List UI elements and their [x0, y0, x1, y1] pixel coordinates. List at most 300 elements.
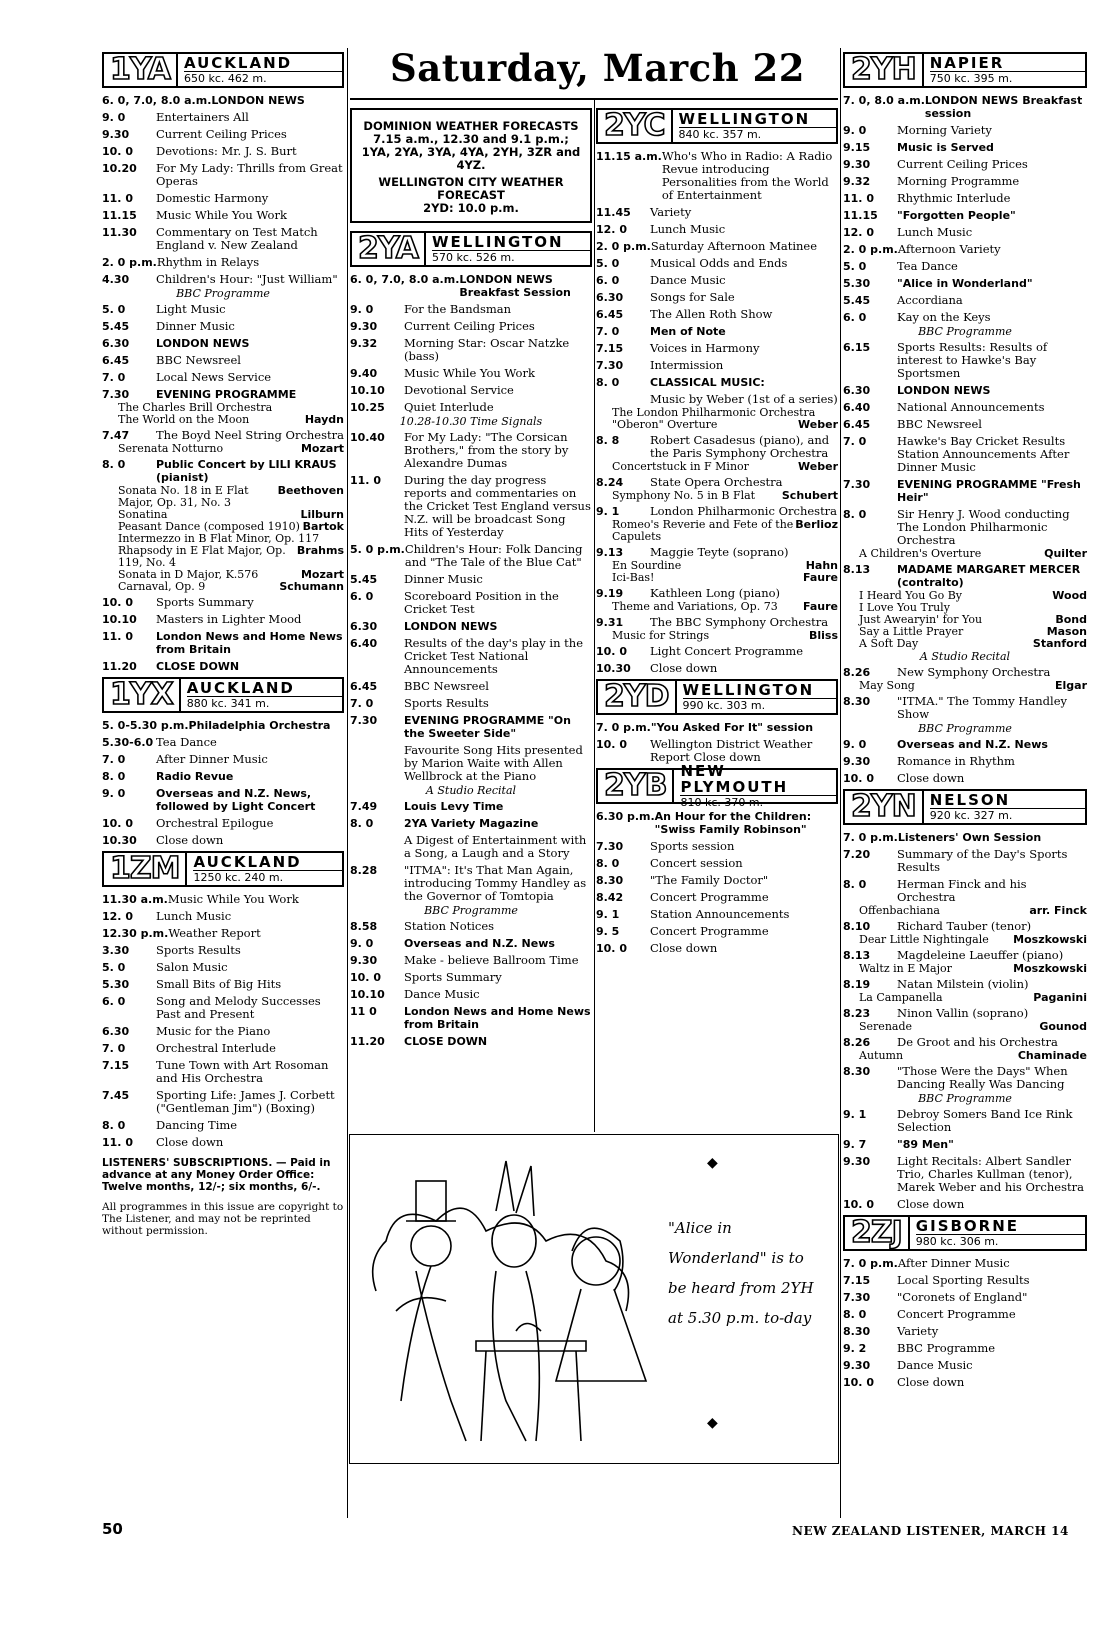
programme-note: BBC Programme	[176, 287, 270, 300]
programme-item	[102, 770, 344, 783]
programme-work	[596, 572, 838, 584]
composer: Bartok	[302, 520, 344, 533]
programme-time: 7.30	[843, 1291, 871, 1304]
programme-title: Richard Tauber (tenor)	[897, 919, 1032, 933]
programme-item	[102, 1136, 344, 1149]
programme-item	[843, 920, 1087, 933]
illustration-caption: "Alice in Wonderland" is to be heard from 2YH at 5.30 p.m. to-day	[668, 1219, 814, 1327]
work-title: The World on the Moon	[118, 413, 250, 426]
programme-item	[102, 303, 344, 316]
programme-title: LONDON NEWS	[211, 94, 305, 107]
programme-time: 6. 0	[102, 995, 126, 1008]
programme-time: 11. 0	[102, 192, 133, 205]
programme-title: Sports Results	[404, 696, 489, 710]
composer: Beethoven	[277, 484, 344, 497]
station-header	[102, 677, 344, 713]
programme-time: 6.30	[350, 620, 378, 633]
programme-item	[843, 277, 1087, 290]
programme-time: 7.30	[843, 478, 871, 491]
programme-item	[843, 226, 1087, 239]
programme-title: Morning Programme	[897, 174, 1020, 188]
programme-title: Sporting Life: James J. Corbett ("Gentleman Jim") (Boxing)	[156, 1088, 335, 1115]
programme-time: 10. 0	[102, 145, 133, 158]
station-2yc	[596, 108, 838, 675]
programme-item	[843, 294, 1087, 307]
programme-item	[596, 857, 838, 870]
programme-title: "89 Men"	[897, 1138, 954, 1151]
programme-item	[102, 209, 344, 222]
programme-item	[843, 1376, 1087, 1389]
programme-time: 8. 0	[102, 458, 126, 471]
programme-work	[596, 519, 838, 543]
composer: Weber	[798, 418, 838, 431]
programme-item	[102, 1059, 344, 1085]
programme-title: "Forgotten People"	[897, 209, 1016, 222]
programme-title: Who's Who in Radio: A Radio Revue introducing Personalities from the World of Entertainment	[661, 149, 833, 202]
programme-work	[596, 419, 838, 431]
composer: arr. Finck	[1029, 904, 1087, 917]
programme-item	[843, 949, 1087, 962]
programme-time: 6.30	[596, 291, 624, 304]
station-header	[102, 851, 344, 887]
programme-time: 7. 0 p.m.	[843, 831, 898, 844]
work-title: Offenbachiana	[859, 904, 940, 917]
programme-item	[102, 910, 344, 923]
programme-time: 7.20	[843, 848, 871, 861]
programme-title: Variety	[897, 1324, 939, 1338]
programme-item	[843, 418, 1087, 431]
work-title: A Children's Overture	[859, 547, 982, 560]
programme-time: 8. 0	[843, 878, 867, 891]
programme-time: 12. 0	[102, 910, 133, 923]
programme-title: Close down	[156, 1135, 224, 1149]
programme-time: 6. 0, 7.0, 8.0 a.m.	[102, 94, 212, 107]
programme-time: 6.40	[350, 637, 378, 650]
programme-time: 10. 0	[596, 942, 627, 955]
programme-title: Sports Summary	[404, 970, 502, 984]
programme-title: BBC Programme	[897, 1341, 996, 1355]
programme-time: 11. 0	[843, 192, 874, 205]
station-city: WELLINGTON	[678, 110, 811, 128]
programme-title: Music is Served	[897, 141, 994, 154]
programme-title: Concert Programme	[897, 1307, 1016, 1321]
programme-item	[350, 431, 592, 470]
programme-time: 12.30 p.m.	[102, 927, 169, 940]
programme-item	[102, 320, 344, 333]
programme-title: A Digest of Entertainment with a Song, a Laugh and a Story	[404, 833, 587, 860]
column-1	[102, 48, 344, 1237]
programme-time: 11 0	[350, 1005, 377, 1018]
programme-title: The Boyd Neel String Orchestra	[156, 428, 344, 442]
station-info	[672, 762, 836, 809]
programme-time: 6.45	[596, 308, 624, 321]
programme-item	[350, 543, 592, 569]
programme-title: "ITMA." The Tommy Handley Show	[897, 694, 1068, 721]
programme-item	[596, 393, 838, 406]
call-sign: 2YA	[358, 231, 418, 266]
composer: Bond	[1055, 613, 1087, 626]
work-title: I Love You Truly	[859, 601, 950, 614]
programme-work	[596, 630, 838, 642]
programme-item	[102, 995, 344, 1021]
programme-title: Current Ceiling Prices	[897, 157, 1028, 171]
programme-title: Voices in Harmony	[650, 341, 760, 355]
programme-title: Variety	[650, 205, 692, 219]
work-title: Romeo's Reverie and Fete of the Capulets	[612, 518, 794, 543]
programme-title: Musical Odds and Ends	[650, 256, 788, 270]
work-title: The Charles Brill Orchestra	[118, 401, 273, 414]
programme-time: 9.30	[843, 1359, 871, 1372]
programme-title: Close down	[650, 941, 718, 955]
work-title: Concertstuck in F Minor	[612, 460, 749, 473]
programme-time: 10. 0	[102, 596, 133, 609]
station-info	[176, 54, 342, 86]
programme-time: 7.15	[596, 342, 624, 355]
composer: Faure	[802, 600, 838, 613]
programme-item	[843, 1274, 1087, 1287]
work-title: Ici-Bas!	[612, 571, 655, 584]
programme-time: 11.15	[102, 209, 137, 222]
programme-title: Scoreboard Position in the Cricket Test	[404, 589, 559, 616]
programme-time: 11. 0	[102, 630, 133, 643]
programme-title: Wellington District Weather Report Close down	[650, 737, 813, 764]
programme-note: BBC Programme	[424, 904, 518, 917]
programme-time: 10.30	[102, 834, 137, 847]
programme-title: During the day progress reports and commentaries on the Cricket Test England versus N.Z. will be broadcast Song Hits of Yesterday	[404, 473, 591, 539]
station-frequency: 650 kc. 462 m.	[184, 71, 342, 85]
composer: Stanford	[1032, 637, 1087, 650]
programme-time: 11.20	[102, 660, 137, 673]
programme-title: Hawke's Bay Cricket Results Station Announcements After Dinner Music	[897, 434, 1070, 474]
programme-title: Quiet Interlude	[404, 400, 494, 414]
programme-title: Song and Melody Successes Past and Present	[156, 994, 321, 1021]
alice-illustration	[349, 1134, 839, 1464]
programme-title: Lunch Music	[897, 225, 973, 239]
programme-time	[350, 834, 404, 860]
programme-time: 9.30	[843, 1155, 871, 1168]
programme-item	[102, 273, 344, 286]
programme-title: Make - believe Ballroom Time	[404, 953, 579, 967]
programme-title: Philadelphia Orchestra	[188, 719, 331, 732]
programme-item	[102, 660, 344, 673]
station-frequency: 880 kc. 341 m.	[187, 696, 342, 710]
programme-title: Station Announcements	[650, 907, 790, 921]
programme-time: 9.15	[843, 141, 871, 154]
station-city: NEW PLYMOUTH	[680, 762, 789, 796]
programme-item	[102, 371, 344, 384]
programme-item	[596, 662, 838, 675]
programme-title: EVENING PROGRAMME	[156, 388, 297, 401]
programme-item	[350, 714, 592, 740]
programme-item	[843, 831, 1087, 844]
composer: Hahn	[805, 559, 838, 572]
station-frequency: 920 kc. 327 m.	[930, 808, 1085, 822]
composer: Mason	[1046, 625, 1087, 638]
programme-time: 6.45	[102, 354, 130, 367]
programme-item	[596, 325, 838, 338]
programme-item	[350, 367, 592, 380]
forecast-heading: DOMINION WEATHER FORECASTS	[363, 119, 579, 133]
programme-item	[596, 721, 838, 734]
copyright-note: All programmes in this issue are copyright to The Listener, and may not be reprinted without permission.	[102, 1201, 344, 1237]
programme-time: 6.45	[350, 680, 378, 693]
programme-item	[843, 192, 1087, 205]
programme-item	[102, 736, 344, 749]
programme-time: 8. 0	[102, 770, 126, 783]
programme-item	[596, 942, 838, 955]
programme-time: 6. 0, 7.0, 8.0 a.m.	[350, 273, 460, 286]
station-city: AUCKLAND	[183, 54, 293, 72]
station-header	[596, 679, 838, 715]
programme-time: 9. 2	[843, 1342, 867, 1355]
programme-work	[102, 485, 344, 509]
programme-time: 10. 0	[596, 738, 627, 751]
programme-title: EVENING PROGRAMME "On the Sweeter Side"	[404, 714, 571, 740]
programme-title: Intermission	[650, 358, 724, 372]
programme-time: 5. 0	[596, 257, 620, 270]
programme-work	[596, 490, 838, 502]
work-title: "Oberon" Overture	[612, 418, 718, 431]
work-title: En Sourdine	[612, 559, 682, 572]
station-2yh	[843, 52, 1087, 785]
programme-time: 3.30	[102, 944, 130, 957]
call-sign: 2YB	[604, 768, 667, 803]
programme-time: 6.15	[843, 341, 871, 354]
programme-time: 9. 0	[843, 738, 867, 751]
programme-item	[596, 645, 838, 658]
programme-title: Kay on the Keys	[897, 310, 991, 324]
programme-title: Robert Casadesus (piano), and the Paris Symphony Orchestra	[650, 433, 830, 460]
programme-time: 6.45	[843, 418, 871, 431]
work-title: The London Philharmonic Orchestra	[612, 406, 816, 419]
programme-title: Overseas and N.Z. News, followed by Light Concert	[156, 787, 316, 813]
programme-title: LONDON NEWS	[156, 337, 250, 350]
programme-title: Morning Star: Oscar Natzke (bass)	[404, 336, 570, 363]
programme-time: 9. 1	[843, 1108, 867, 1121]
programme-title: New Symphony Orchestra	[897, 665, 1051, 679]
work-title: La Campanella	[859, 991, 943, 1004]
programme-title: For My Lady: Thrills from Great Operas	[156, 161, 343, 188]
programme-time: 7. 0	[102, 753, 126, 766]
station-frequency: 750 kc. 395 m.	[930, 71, 1085, 85]
work-title: Dear Little Nightingale	[859, 933, 989, 946]
composer: Schubert	[781, 489, 838, 502]
programme-item	[102, 94, 344, 107]
programme-time: 4.30	[102, 273, 130, 286]
programme-title: Summary of the Day's Sports Results	[897, 847, 1068, 874]
programme-title: London Philharmonic Orchestra	[650, 504, 838, 518]
programme-title: "ITMA": It's That Man Again, introducing Tommy Handley as the Governor of Tomtopia	[404, 863, 587, 903]
programme-item	[350, 864, 592, 903]
programme-work	[102, 414, 344, 426]
station-info	[179, 679, 342, 711]
programme-title: "Coronets of England"	[897, 1290, 1028, 1304]
programme-item	[843, 978, 1087, 991]
programme-time: 10.10	[350, 988, 385, 1001]
programme-title: Domestic Harmony	[156, 191, 269, 205]
programme-time: 7.30	[596, 359, 624, 372]
station-frequency: 980 kc. 306 m.	[916, 1234, 1085, 1248]
programme-time: 7. 0 p.m.	[596, 721, 651, 734]
programme-note: A Studio Recital	[425, 784, 517, 797]
programme-title: Sports Results	[156, 943, 241, 957]
programme-time: 7. 0	[102, 1042, 126, 1055]
programme-time: 7.15	[102, 1059, 130, 1072]
programme-title: Devotional Service	[404, 383, 514, 397]
programme-item	[596, 587, 838, 600]
programme-item	[350, 971, 592, 984]
programme-time: 5. 0	[843, 260, 867, 273]
programme-time: 8.28	[350, 864, 378, 877]
composer: Elgar	[1054, 679, 1087, 692]
programme-title: 2YA Variety Magazine	[404, 817, 539, 830]
station-2yn	[843, 789, 1087, 1211]
programme-time: 9. 0	[350, 937, 374, 950]
programme-title: Overseas and N.Z. News	[897, 738, 1048, 751]
column-3	[596, 104, 838, 959]
programme-item	[350, 573, 592, 586]
programme-time: 7. 0, 8.0 a.m.	[843, 94, 925, 107]
programme-note: BBC Programme	[918, 1092, 1012, 1105]
programme-item	[102, 458, 344, 484]
programme-item	[843, 563, 1087, 589]
footer-masthead: NEW ZEALAND LISTENER, MARCH 14	[792, 1524, 1069, 1538]
programme-time: 8.30	[843, 1325, 871, 1338]
programme-time: 8.13	[843, 563, 871, 576]
programme-title: Tea Dance	[897, 259, 958, 273]
programme-work	[596, 601, 838, 613]
programme-title: Dance Music	[404, 987, 480, 1001]
programme-title: Current Ceiling Prices	[156, 127, 287, 141]
station-city: AUCKLAND	[186, 679, 295, 697]
programme-note: BBC Programme	[918, 722, 1012, 735]
programme-item	[843, 124, 1087, 137]
programme-item	[350, 744, 592, 783]
programme-time: 5.45	[102, 320, 130, 333]
programme-time: 10. 0	[843, 1376, 874, 1389]
programme-title: EVENING PROGRAMME "Fresh Heir"	[897, 478, 1081, 504]
programme-time: 11.30	[102, 226, 137, 239]
programme-time: 9.30	[843, 158, 871, 171]
programme-time: 10.30	[596, 662, 631, 675]
programme-item	[843, 141, 1087, 154]
programme-time: 8. 8	[596, 434, 620, 447]
composer: Mozart	[300, 568, 344, 581]
composer: Mozart	[300, 442, 344, 455]
call-sign: 2ZJ	[851, 1215, 902, 1250]
column-divider	[347, 48, 348, 1518]
programme-time: 7.30	[596, 840, 624, 853]
station-2ya	[350, 231, 592, 1048]
station-city: AUCKLAND	[193, 853, 302, 871]
programme-time: 11.30 a.m.	[102, 893, 168, 906]
programme-time: 9.40	[350, 367, 378, 380]
programme-title: For My Lady: "The Corsican Brothers," from the story by Alexandre Dumas	[404, 430, 569, 470]
programme-item	[843, 384, 1087, 397]
column-2	[350, 104, 592, 1052]
programme-title: Music for the Piano	[156, 1024, 271, 1038]
programme-work	[596, 461, 838, 473]
programme-time: 10.25	[350, 401, 385, 414]
programme-title: Listeners' Own Session	[897, 831, 1042, 844]
programme-item	[596, 738, 838, 764]
programme-time: 12. 0	[843, 226, 874, 239]
programme-title: Saturday Afternoon Matinee	[650, 239, 818, 253]
programme-title: LONDON NEWS Breakfast Session	[459, 273, 571, 299]
programme-item	[843, 1138, 1087, 1151]
programme-title: Close down	[897, 771, 965, 785]
programme-item	[350, 320, 592, 333]
programme-title: Concert session	[650, 856, 743, 870]
programme-time: 8.30	[596, 874, 624, 887]
programme-title: Natan Milstein (violin)	[897, 977, 1029, 991]
programme-title: Orchestral Epilogue	[156, 816, 274, 830]
programme-item	[350, 697, 592, 710]
programme-item	[102, 256, 344, 269]
diamond-ornament: ◆	[707, 1155, 718, 1171]
programme-item	[350, 590, 592, 616]
programme-title: Dance Music	[897, 1358, 973, 1372]
station-frequency: 990 kc. 303 m.	[683, 698, 837, 712]
work-title: Peasant Dance (composed 1910)	[118, 520, 300, 533]
programme-item	[843, 1065, 1087, 1091]
programme-title: Concert Programme	[650, 890, 769, 904]
programme-time: 8.30	[843, 695, 871, 708]
programme-time: 7. 0	[843, 435, 867, 448]
programme-item	[350, 1035, 592, 1048]
programme-note: 10.28-10.30 Time Signals	[399, 415, 543, 428]
programme-title: Close down	[897, 1375, 965, 1389]
programme-time: 5.30-6.0	[102, 736, 154, 749]
programme-item	[596, 274, 838, 287]
programme-item	[350, 920, 592, 933]
work-title: Just Awearyin' for You	[859, 613, 983, 626]
programme-item	[102, 1025, 344, 1038]
work-title: Sonata in D Major, K.576	[118, 568, 259, 581]
work-title: Symphony No. 5 in B Flat	[612, 489, 756, 502]
programme-time: 9. 0	[843, 124, 867, 137]
programme-item	[102, 1089, 344, 1115]
programme-time: 6.30	[102, 337, 130, 350]
programme-title: After Dinner Music	[897, 1256, 1010, 1270]
programme-title: Dance Music	[650, 273, 726, 287]
programme-item	[843, 772, 1087, 785]
programme-time: 9.30	[350, 320, 378, 333]
programme-time: 9.32	[350, 337, 378, 350]
programme-item	[843, 94, 1087, 120]
programme-item	[102, 1042, 344, 1055]
programme-work	[843, 548, 1087, 560]
programme-title: National Announcements	[897, 400, 1045, 414]
programme-time: 6.40	[843, 401, 871, 414]
station-header	[596, 762, 838, 809]
station-info	[922, 791, 1085, 823]
programme-title: Louis Levy Time	[404, 800, 504, 813]
programme-time: 8.26	[843, 1036, 871, 1049]
programme-time: 5. 0	[102, 961, 126, 974]
programme-item	[843, 1257, 1087, 1270]
programme-item	[843, 1291, 1087, 1304]
station-1yx	[102, 677, 344, 847]
work-title: Music for Strings	[612, 629, 710, 642]
programme-work	[843, 992, 1087, 1004]
programme-time: 10.10	[350, 384, 385, 397]
column-4	[843, 48, 1087, 1393]
composer: Haydn	[304, 413, 344, 426]
programme-title: Kathleen Long (piano)	[650, 586, 781, 600]
programme-item	[843, 848, 1087, 874]
programme-item	[843, 1342, 1087, 1355]
